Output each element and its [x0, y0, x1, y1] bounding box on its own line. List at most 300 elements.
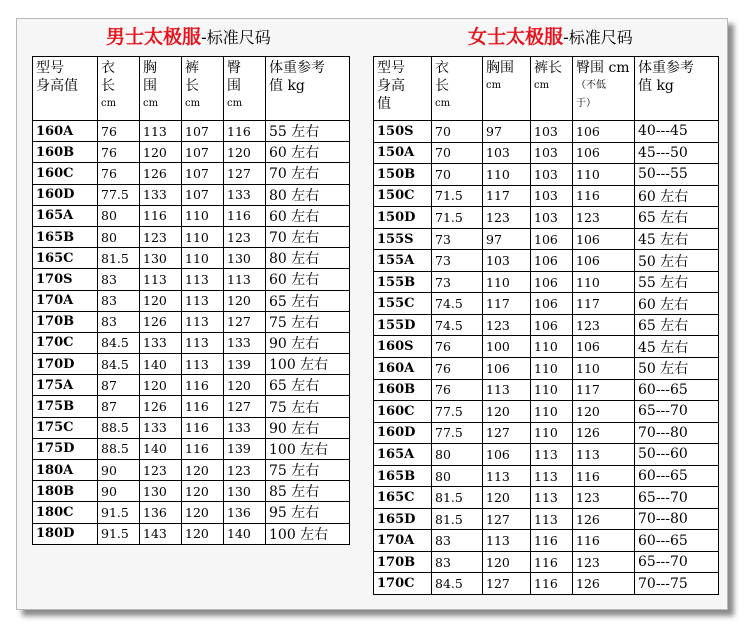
table-row	[374, 142, 719, 164]
size-code-cell: 170B	[374, 551, 432, 573]
table-cell: 55 左右	[266, 121, 350, 142]
table-cell: 120	[224, 375, 266, 396]
table-cell: 123	[573, 207, 635, 229]
size-code-cell: 170A	[374, 530, 432, 552]
table-cell: 110	[531, 401, 573, 423]
men-title-main: 男士太极服	[106, 26, 202, 48]
table-cell: 50 左右	[635, 358, 719, 380]
table-cell: 81.5	[432, 487, 483, 509]
table-cell: 110	[573, 164, 635, 186]
women-title-sub: -标准尺码	[563, 28, 633, 47]
women-header-line: 长	[435, 78, 449, 94]
table-cell: 120	[140, 142, 182, 163]
table-cell: 50---60	[635, 444, 719, 466]
size-code-cell: 150A	[374, 142, 432, 164]
table-cell: 133	[140, 184, 182, 205]
table-cell: 113	[531, 508, 573, 530]
table-cell: 83	[98, 290, 140, 311]
table-cell: 65---70	[635, 551, 719, 573]
women-title-main: 女士太极服	[468, 26, 564, 48]
table-cell: 116	[140, 205, 182, 226]
table-cell: 81.5	[432, 508, 483, 530]
table-cell: 83	[98, 311, 140, 332]
table-cell: 110	[182, 205, 224, 226]
table-cell: 120	[140, 290, 182, 311]
table-cell: 60 左右	[635, 185, 719, 207]
women-header-col-4	[573, 57, 635, 121]
table-cell: 133	[224, 417, 266, 438]
size-code-cell: 155S	[374, 228, 432, 250]
size-code-cell: 170S	[33, 269, 98, 290]
table-cell: 143	[140, 523, 182, 544]
men-header-line: cm	[185, 98, 201, 109]
table-cell: 91.5	[98, 502, 140, 523]
table-cell: 45---50	[635, 142, 719, 164]
table-cell: 127	[483, 573, 531, 595]
table-cell: 116	[182, 375, 224, 396]
size-code-cell: 160A	[374, 358, 432, 380]
size-code-cell: 165B	[33, 226, 98, 247]
table-row	[374, 185, 719, 207]
table-cell: 140	[140, 438, 182, 459]
table-cell: 80	[432, 444, 483, 466]
table-cell: 106	[483, 444, 531, 466]
table-cell: 126	[140, 311, 182, 332]
table-cell: 120	[573, 401, 635, 423]
table-cell: 113	[182, 290, 224, 311]
table-cell: 120	[182, 481, 224, 502]
table-cell: 71.5	[432, 185, 483, 207]
table-cell: 100 左右	[266, 523, 350, 544]
table-cell: 71.5	[432, 207, 483, 229]
table-cell: 113	[140, 121, 182, 142]
size-code-cell: 160A	[33, 121, 98, 142]
women-size-chart-title	[468, 26, 633, 49]
table-cell: 107	[182, 163, 224, 184]
size-code-cell: 180A	[33, 460, 98, 481]
table-row	[374, 487, 719, 509]
women-header-line: 衣	[435, 60, 449, 76]
men-header-line: 衣	[101, 60, 115, 76]
table-cell: 136	[224, 502, 266, 523]
table-row	[374, 379, 719, 401]
table-cell: 77.5	[432, 422, 483, 444]
table-cell: 70---80	[635, 508, 719, 530]
table-cell: 76	[98, 163, 140, 184]
size-code-cell: 155B	[374, 271, 432, 293]
table-cell: 45 左右	[635, 336, 719, 358]
table-cell: 113	[224, 269, 266, 290]
table-cell: 123	[573, 487, 635, 509]
table-cell: 106	[573, 336, 635, 358]
table-cell: 65---70	[635, 401, 719, 423]
table-cell: 103	[483, 142, 531, 164]
size-code-cell: 160B	[33, 142, 98, 163]
size-code-cell: 165D	[374, 508, 432, 530]
table-cell: 87	[98, 396, 140, 417]
men-size-table	[32, 56, 350, 545]
size-code-cell: 170A	[33, 290, 98, 311]
size-code-cell: 170C	[33, 332, 98, 353]
men-size-chart-title	[106, 26, 271, 49]
table-cell: 76	[432, 379, 483, 401]
men-header-line: cm	[101, 98, 117, 109]
table-cell: 106	[531, 250, 573, 272]
table-cell: 127	[224, 396, 266, 417]
size-code-cell: 165C	[374, 487, 432, 509]
table-cell: 60 左右	[635, 293, 719, 315]
table-cell: 113	[182, 311, 224, 332]
size-code-cell: 160S	[374, 336, 432, 358]
table-cell: 87	[98, 375, 140, 396]
table-cell: 120	[182, 502, 224, 523]
table-cell: 113	[182, 354, 224, 375]
women-header-line: 值 kg	[638, 78, 674, 94]
table-cell: 133	[140, 417, 182, 438]
table-cell: 60 左右	[266, 142, 350, 163]
table-cell: 60 左右	[266, 205, 350, 226]
table-cell: 116	[531, 573, 573, 595]
men-header-line: 长	[101, 78, 115, 94]
women-header-line: （不低	[576, 80, 606, 91]
table-cell: 80	[432, 465, 483, 487]
table-cell: 70 左右	[266, 163, 350, 184]
table-cell: 103	[531, 121, 573, 143]
size-code-cell: 160C	[374, 401, 432, 423]
table-cell: 120	[483, 487, 531, 509]
table-row	[374, 358, 719, 380]
women-table-body	[374, 121, 719, 595]
table-row	[374, 336, 719, 358]
table-cell: 116	[531, 551, 573, 573]
table-row	[33, 311, 350, 332]
table-row	[374, 573, 719, 595]
table-cell: 107	[182, 121, 224, 142]
table-row	[33, 121, 350, 142]
table-cell: 88.5	[98, 417, 140, 438]
women-header-line: cm	[534, 80, 550, 91]
table-cell: 133	[140, 332, 182, 353]
size-code-cell: 150S	[374, 121, 432, 143]
table-cell: 103	[531, 164, 573, 186]
table-cell: 100	[483, 336, 531, 358]
men-header-line: 体重参考	[269, 60, 325, 76]
table-row	[33, 332, 350, 353]
table-cell: 127	[483, 508, 531, 530]
table-cell: 110	[531, 358, 573, 380]
women-header-col-1	[432, 57, 483, 121]
table-row	[33, 248, 350, 269]
table-row	[33, 184, 350, 205]
table-row	[374, 271, 719, 293]
table-cell: 110	[531, 422, 573, 444]
table-cell: 100 左右	[266, 354, 350, 375]
table-cell: 73	[432, 271, 483, 293]
table-cell: 90 左右	[266, 417, 350, 438]
table-cell: 75 左右	[266, 311, 350, 332]
size-code-cell: 155A	[374, 250, 432, 272]
table-cell: 77.5	[432, 401, 483, 423]
men-header-line: 长	[185, 78, 199, 94]
table-cell: 76	[98, 121, 140, 142]
table-cell: 123	[573, 551, 635, 573]
table-cell: 85 左右	[266, 481, 350, 502]
size-code-cell: 155D	[374, 314, 432, 336]
table-cell: 110	[573, 271, 635, 293]
men-header-line: 值 kg	[269, 78, 305, 94]
men-table-header	[33, 57, 350, 121]
men-title-sub: -标准尺码	[201, 28, 271, 47]
size-code-cell: 170B	[33, 311, 98, 332]
table-cell: 80	[98, 205, 140, 226]
table-cell: 113	[483, 530, 531, 552]
men-header-line: 围	[143, 78, 157, 94]
table-cell: 127	[224, 163, 266, 184]
table-row	[33, 290, 350, 311]
table-cell: 84.5	[432, 573, 483, 595]
table-cell: 116	[182, 417, 224, 438]
size-code-cell: 165A	[33, 205, 98, 226]
table-cell: 55 左右	[635, 271, 719, 293]
table-cell: 120	[182, 460, 224, 481]
size-code-cell: 160D	[33, 184, 98, 205]
women-size-table	[373, 56, 719, 595]
size-code-cell: 155C	[374, 293, 432, 315]
size-code-cell: 165A	[374, 444, 432, 466]
table-cell: 106	[573, 121, 635, 143]
table-cell: 50 左右	[635, 250, 719, 272]
table-cell: 130	[140, 248, 182, 269]
table-cell: 140	[140, 354, 182, 375]
table-cell: 60---65	[635, 379, 719, 401]
table-cell: 106	[531, 314, 573, 336]
table-cell: 90	[98, 481, 140, 502]
table-cell: 70 左右	[266, 226, 350, 247]
women-table-header	[374, 57, 719, 121]
table-cell: 65 左右	[266, 375, 350, 396]
table-cell: 107	[182, 184, 224, 205]
size-code-cell: 175B	[33, 396, 98, 417]
men-header-line: 臀	[227, 60, 241, 76]
size-code-cell: 160C	[33, 163, 98, 184]
table-cell: 106	[531, 228, 573, 250]
table-cell: 75 左右	[266, 460, 350, 481]
table-cell: 116	[182, 396, 224, 417]
table-cell: 117	[483, 293, 531, 315]
table-cell: 106	[573, 250, 635, 272]
table-cell: 140	[224, 523, 266, 544]
table-cell: 76	[98, 142, 140, 163]
size-code-cell: 165C	[33, 248, 98, 269]
table-cell: 103	[483, 250, 531, 272]
table-cell: 97	[483, 228, 531, 250]
table-cell: 126	[140, 163, 182, 184]
size-code-cell: 175C	[33, 417, 98, 438]
table-cell: 70	[432, 164, 483, 186]
table-cell: 74.5	[432, 293, 483, 315]
table-cell: 91.5	[98, 523, 140, 544]
women-header-line: 胸围	[486, 60, 514, 76]
table-cell: 76	[432, 336, 483, 358]
size-code-cell: 175A	[33, 375, 98, 396]
table-cell: 126	[573, 508, 635, 530]
table-cell: 83	[98, 269, 140, 290]
table-cell: 80 左右	[266, 184, 350, 205]
size-code-cell: 170D	[33, 354, 98, 375]
table-cell: 113	[483, 465, 531, 487]
table-cell: 110	[531, 336, 573, 358]
men-header-line: 型号	[36, 60, 64, 76]
table-row	[374, 164, 719, 186]
size-code-cell: 180D	[33, 523, 98, 544]
women-header-col-0	[374, 57, 432, 121]
table-cell: 70---75	[635, 573, 719, 595]
women-header-line: 型号	[377, 60, 405, 76]
table-row	[33, 417, 350, 438]
table-cell: 80	[98, 226, 140, 247]
table-row	[33, 523, 350, 544]
table-cell: 123	[140, 226, 182, 247]
size-code-cell: 150D	[374, 207, 432, 229]
table-cell: 60---65	[635, 465, 719, 487]
women-header-line: 体重参考	[638, 60, 694, 76]
table-row	[374, 228, 719, 250]
table-cell: 106	[531, 293, 573, 315]
table-cell: 126	[573, 422, 635, 444]
table-cell: 113	[531, 444, 573, 466]
table-cell: 106	[573, 142, 635, 164]
table-row	[33, 460, 350, 481]
men-header-col-2	[140, 57, 182, 121]
size-code-cell: 150B	[374, 164, 432, 186]
table-cell: 136	[140, 502, 182, 523]
table-cell: 110	[483, 271, 531, 293]
table-cell: 130	[224, 248, 266, 269]
table-cell: 123	[224, 226, 266, 247]
men-header-col-3	[182, 57, 224, 121]
table-cell: 130	[140, 481, 182, 502]
table-row	[374, 121, 719, 143]
table-cell: 117	[573, 293, 635, 315]
table-cell: 103	[531, 185, 573, 207]
table-row	[374, 314, 719, 336]
table-cell: 116	[224, 205, 266, 226]
men-header-col-1	[98, 57, 140, 121]
men-header-line: cm	[143, 98, 159, 109]
table-row	[374, 551, 719, 573]
table-cell: 120	[483, 551, 531, 573]
table-cell: 116	[531, 530, 573, 552]
size-code-cell: 170C	[374, 573, 432, 595]
table-cell: 84.5	[98, 354, 140, 375]
table-cell: 130	[224, 481, 266, 502]
table-cell: 70---80	[635, 422, 719, 444]
table-cell: 88.5	[98, 438, 140, 459]
table-cell: 106	[531, 271, 573, 293]
table-cell: 113	[531, 487, 573, 509]
table-cell: 74.5	[432, 314, 483, 336]
table-cell: 110	[531, 379, 573, 401]
women-header-line: 于）	[576, 98, 596, 109]
table-cell: 117	[573, 379, 635, 401]
table-cell: 113	[182, 332, 224, 353]
men-header-line: 身高值	[36, 78, 78, 94]
table-row	[33, 375, 350, 396]
men-header-line: 围	[227, 78, 241, 94]
table-cell: 65 左右	[266, 290, 350, 311]
table-row	[33, 163, 350, 184]
table-cell: 113	[182, 269, 224, 290]
table-cell: 116	[224, 121, 266, 142]
table-cell: 113	[573, 444, 635, 466]
size-code-cell: 180B	[33, 481, 98, 502]
table-cell: 133	[224, 184, 266, 205]
table-row	[33, 481, 350, 502]
table-cell: 65 左右	[635, 314, 719, 336]
table-cell: 83	[432, 551, 483, 573]
table-cell: 107	[182, 142, 224, 163]
table-cell: 127	[224, 311, 266, 332]
table-row	[374, 250, 719, 272]
table-cell: 120	[140, 375, 182, 396]
table-cell: 117	[483, 185, 531, 207]
table-cell: 80 左右	[266, 248, 350, 269]
men-header-col-5	[266, 57, 350, 121]
table-cell: 123	[224, 460, 266, 481]
table-row	[33, 354, 350, 375]
women-header-line: 臀围 cm	[576, 60, 630, 76]
table-row	[374, 465, 719, 487]
table-cell: 120	[483, 401, 531, 423]
table-cell: 65---70	[635, 487, 719, 509]
table-row	[33, 226, 350, 247]
table-row	[374, 422, 719, 444]
size-code-cell: 175D	[33, 438, 98, 459]
men-header-line: cm	[227, 98, 243, 109]
size-code-cell: 150C	[374, 185, 432, 207]
table-cell: 73	[432, 228, 483, 250]
table-cell: 60---65	[635, 530, 719, 552]
size-code-cell: 160B	[374, 379, 432, 401]
table-cell: 133	[224, 332, 266, 353]
table-cell: 116	[182, 438, 224, 459]
table-cell: 123	[483, 207, 531, 229]
table-row	[33, 205, 350, 226]
women-header-line: 裤长	[534, 60, 562, 76]
table-cell: 110	[182, 226, 224, 247]
table-row	[33, 502, 350, 523]
table-cell: 77.5	[98, 184, 140, 205]
table-cell: 123	[573, 314, 635, 336]
table-cell: 81.5	[98, 248, 140, 269]
table-cell: 113	[483, 379, 531, 401]
table-cell: 76	[432, 358, 483, 380]
table-row	[374, 401, 719, 423]
women-header-line: 身高	[377, 78, 405, 94]
table-cell: 103	[531, 207, 573, 229]
table-cell: 50---55	[635, 164, 719, 186]
table-cell: 123	[140, 460, 182, 481]
table-cell: 139	[224, 354, 266, 375]
men-header-col-0	[33, 57, 98, 121]
table-cell: 120	[182, 523, 224, 544]
table-row	[374, 293, 719, 315]
table-cell: 113	[140, 269, 182, 290]
table-cell: 113	[531, 465, 573, 487]
table-cell: 126	[140, 396, 182, 417]
table-cell: 106	[483, 358, 531, 380]
table-row	[33, 396, 350, 417]
